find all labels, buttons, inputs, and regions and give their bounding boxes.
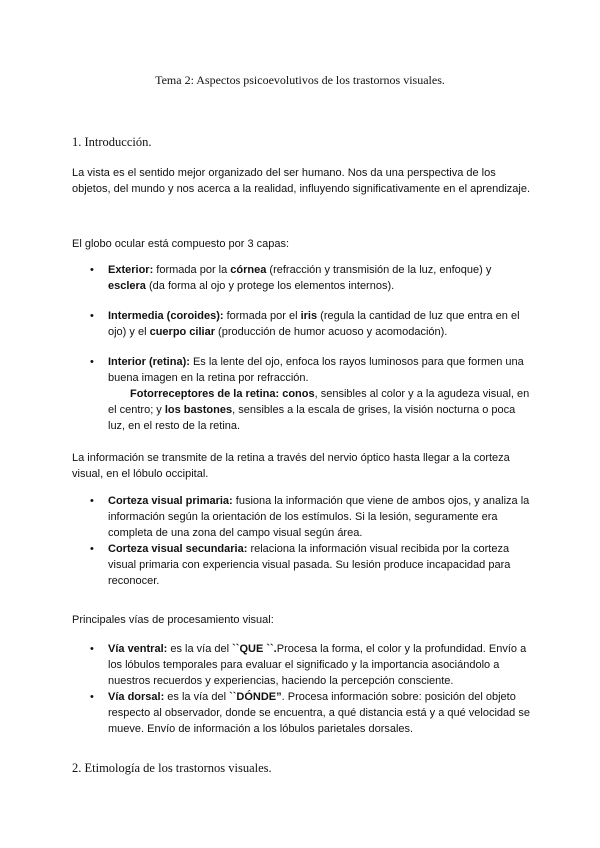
page-title: Tema 2: Aspectos psicoevolutivos de los trastornos visuales. xyxy=(155,73,445,87)
intro-paragraph: La vista es el sentido mejor organizado del ser humano. Nos da una perspectiva de los objetos, del mundo y nos acerca a la realidad, influyendo significativamente en el aprendizaje. xyxy=(72,167,531,195)
section-1-heading: 1. Introducción. xyxy=(72,135,152,149)
bullet-icon: • xyxy=(90,691,94,703)
paths-intro: Principales vías de procesamiento visual: xyxy=(72,614,274,626)
layer-label: Interior (retina): xyxy=(108,356,190,368)
photoreceptors-text: Fotorreceptores de la retina: conos, sensibles al color y a la agudeza visual, en el centro; y los bastones, sensibles a la escala de grises, la visión nocturna o poca luz, en el resto de la retina. xyxy=(108,388,530,432)
bullet-icon: • xyxy=(90,495,94,507)
list-item-primary-cortex: • Corteza visual primaria: fusiona la información que viene de ambos ojos, y analiza la información según la orientación de los estímulos. Si la lesión, seguramente era completa de una zona del campo visual según área. xyxy=(90,495,530,539)
list-item-exterior: • Exterior: formada por la córnea (refracción y transmisión de la luz, enfoque) y esclera (da forma al ojo y protege los elementos internos). xyxy=(90,264,492,292)
section-2-heading: 2. Etimología de los trastornos visuales. xyxy=(72,761,272,775)
visual-paths-list xyxy=(88,641,532,737)
bullet-icon: • xyxy=(90,543,94,555)
list-item-ventral: • Vía ventral: es la vía del ``QUE ``.Procesa la forma, el color y la profundidad. Envío a los lóbulos temporales para evaluar el significado y la importancia asociándolo a nuestros recuerdos y experiencias, haciendo la percepción consciente. xyxy=(90,643,527,687)
list-item-interior: • Interior (retina): Es la lente del ojo, enfoca los rayos luminosos para que formen una buena imagen en la retina por refracción. Fotorreceptores de la retina: conos, sensibles al color y a la agudeza visual, en el centro; y los bastones, sensibles a la escala de grises, la visión nocturna o poca luz, en el resto de la retina. xyxy=(88,354,532,434)
bullet-icon: • xyxy=(90,264,94,276)
list-item-dorsal: • Vía dorsal: es la vía del ``DÓNDE”. Procesa información sobre: posición del objeto respecto al observador, donde se encuentra, a qué distancia está y a qué velocidad se mueve. Envío de información a los lóbulos parietales dorsales. xyxy=(90,691,530,735)
bullet-icon: • xyxy=(90,310,94,322)
cortex-list xyxy=(88,493,532,589)
bullet-icon: • xyxy=(90,643,94,655)
list-item-intermedia: • Intermedia (coroides): formada por el iris (regula la cantidad de luz que entra en el ojo) y el cuerpo ciliar (producción de humor acuoso y acomodación). xyxy=(90,310,520,338)
eye-layers-list xyxy=(88,262,532,434)
transmission-paragraph: La información se transmite de la retina a través del nervio óptico hasta llegar a la corteza visual, en el lóbulo occipital. xyxy=(72,452,510,480)
layer-label: Exterior: xyxy=(108,264,154,276)
bullet-icon: • xyxy=(90,356,94,368)
list-item-secondary-cortex: • Corteza visual secundaria: relaciona la información visual recibida por la corteza visual primaria con experiencia visual pasada. Su lesión produce incapacidad para reconocer. xyxy=(90,543,511,587)
globe-intro: El globo ocular está compuesto por 3 capas: xyxy=(72,238,290,250)
layer-label: Intermedia (coroides): xyxy=(108,310,224,322)
